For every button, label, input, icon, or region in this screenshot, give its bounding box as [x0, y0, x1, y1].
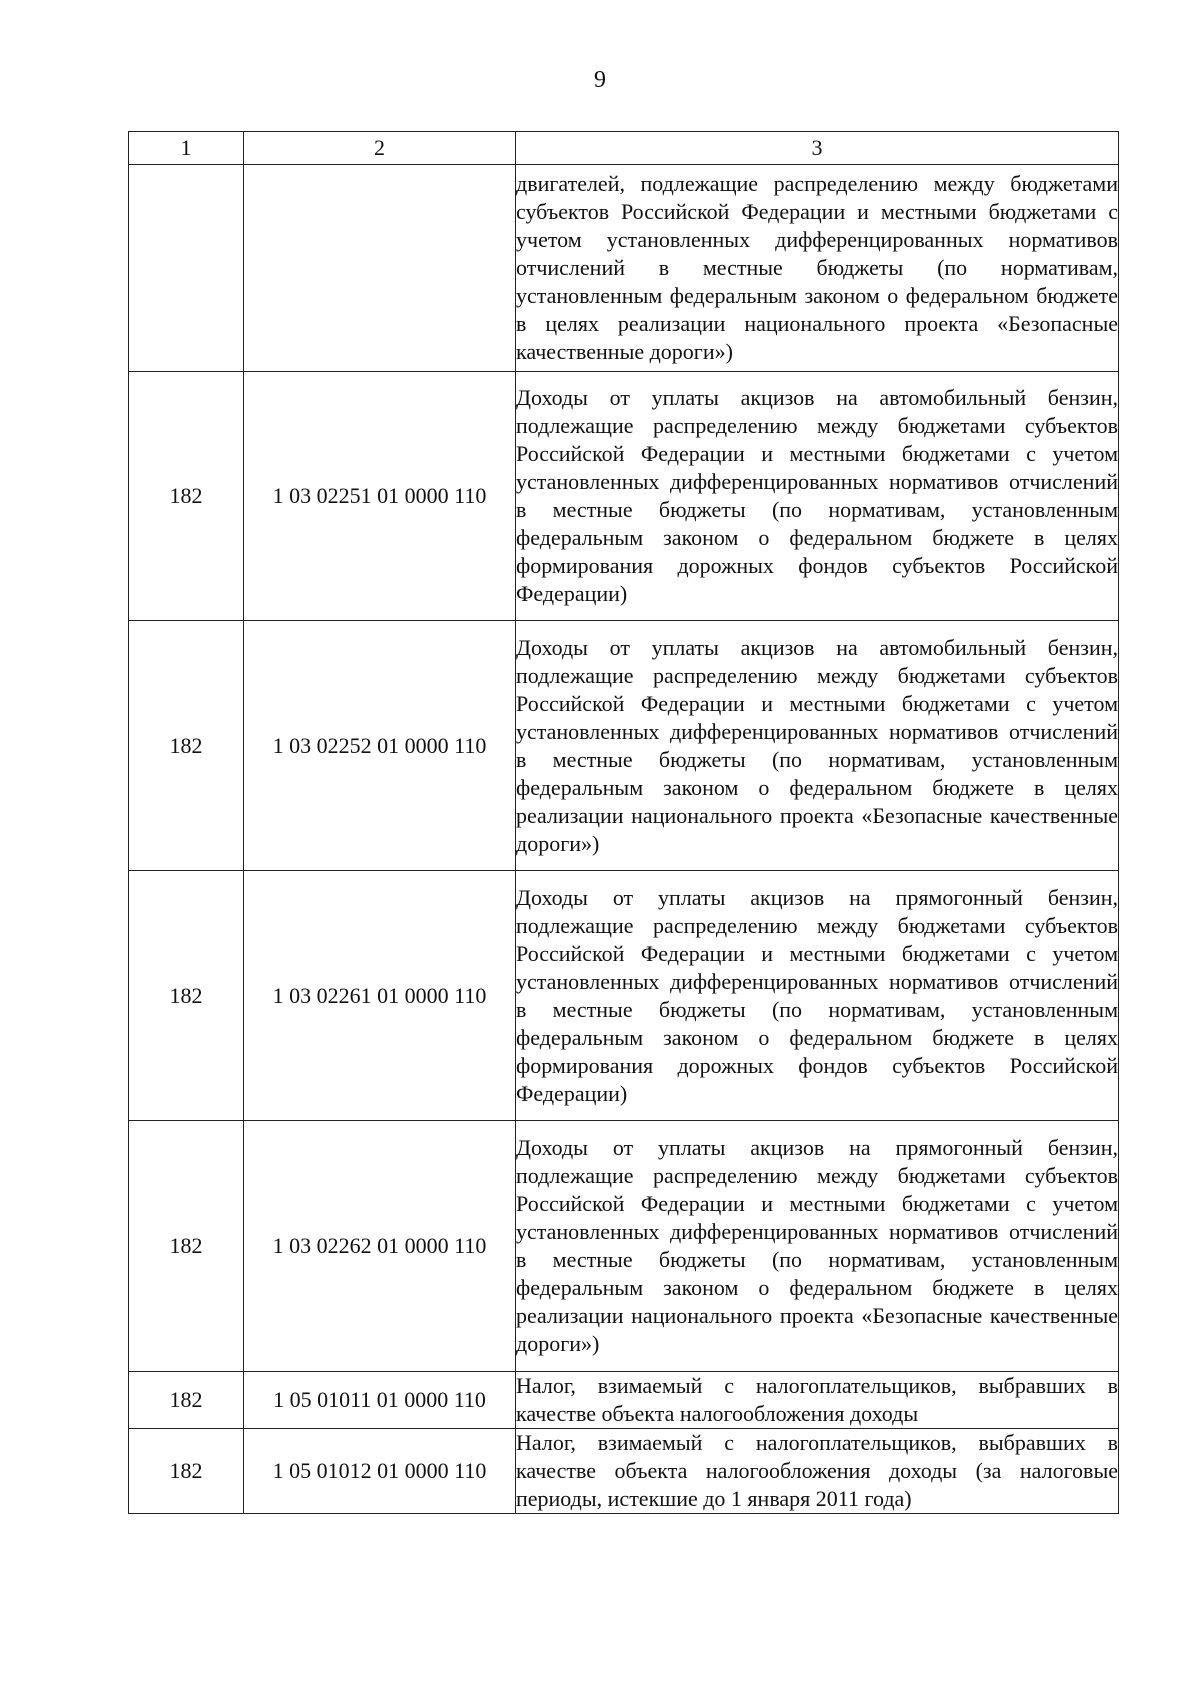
admin-code-cell: 182: [129, 1372, 244, 1429]
column-header-2: 2: [244, 132, 516, 165]
revenue-code-cell: 1 03 02262 01 0000 110: [244, 1121, 516, 1372]
table-row: [129, 621, 1119, 871]
admin-code-cell: 182: [129, 1121, 244, 1372]
admin-code-cell: 182: [129, 621, 244, 871]
table-body: [129, 165, 1119, 1514]
description-cell: Доходы от уплаты акцизов на автомобильный бензин, подлежащие распределению между бюджетами субъектов Российской Федерации и местными бюджетами с учетом установленных дифференцированных нормативов отчислений в местные бюджеты (по нормативам, установленным федеральным законом о федеральном бюджете в целях реализации национального проекта «Безопасные качественные дороги»): [516, 621, 1119, 871]
table-row: [129, 372, 1119, 621]
description-cell: Налог, взимаемый с налогоплательщиков, выбравших в качестве объекта налогообложения доходы: [516, 1372, 1119, 1429]
revenue-codes-table: [128, 131, 1119, 1514]
revenue-code-cell: 1 03 02251 01 0000 110: [244, 372, 516, 621]
page-number: 9: [594, 67, 606, 93]
header-row: [129, 132, 1119, 165]
admin-code-cell: [129, 165, 244, 372]
table-row: [129, 1121, 1119, 1372]
admin-code-cell: 182: [129, 871, 244, 1121]
description-cell: Доходы от уплаты акцизов на автомобильный бензин, подлежащие распределению между бюджетами субъектов Российской Федерации и местными бюджетами с учетом установленных дифференцированных нормативов отчислений в местные бюджеты (по нормативам, установленным федеральным законом о федеральном бюджете в целях формирования дорожных фондов субъектов Российской Федерации): [516, 372, 1119, 621]
description-cell: двигателей, подлежащие распределению между бюджетами субъектов Российской Федерации и местными бюджетами с учетом установленных дифференцированных нормативов отчислений в местные бюджеты (по нормативам, установленным федеральным законом о федеральном бюджете в целях реализации национального проекта «Безопасные качественные дороги»): [516, 165, 1119, 372]
revenue-code-cell: 1 05 01011 01 0000 110: [244, 1372, 516, 1429]
table-row: [129, 1372, 1119, 1429]
table-row: [129, 1429, 1119, 1514]
description-cell: Доходы от уплаты акцизов на прямогонный бензин, подлежащие распределению между бюджетами субъектов Российской Федерации и местными бюджетами с учетом установленных дифференцированных нормативов отчислений в местные бюджеты (по нормативам, установленным федеральным законом о федеральном бюджете в целях формирования дорожных фондов субъектов Российской Федерации): [516, 871, 1119, 1121]
description-cell: Налог, взимаемый с налогоплательщиков, выбравших в качестве объекта налогообложения доходы (за налоговые периоды, истекшие до 1 января 2011 года): [516, 1429, 1119, 1514]
table-row: [129, 871, 1119, 1121]
revenue-code-cell: 1 05 01012 01 0000 110: [244, 1429, 516, 1514]
table-row: [129, 165, 1119, 372]
revenue-code-cell: [244, 165, 516, 372]
column-header-1: 1: [129, 132, 244, 165]
description-cell: Доходы от уплаты акцизов на прямогонный бензин, подлежащие распределению между бюджетами субъектов Российской Федерации и местными бюджетами с учетом установленных дифференцированных нормативов отчислений в местные бюджеты (по нормативам, установленным федеральным законом о федеральном бюджете в целях реализации национального проекта «Безопасные качественные дороги»): [516, 1121, 1119, 1372]
admin-code-cell: 182: [129, 1429, 244, 1514]
revenue-code-cell: 1 03 02261 01 0000 110: [244, 871, 516, 1121]
column-header-3: 3: [516, 132, 1119, 165]
revenue-code-cell: 1 03 02252 01 0000 110: [244, 621, 516, 871]
admin-code-cell: 182: [129, 372, 244, 621]
table-header: [129, 132, 1119, 165]
